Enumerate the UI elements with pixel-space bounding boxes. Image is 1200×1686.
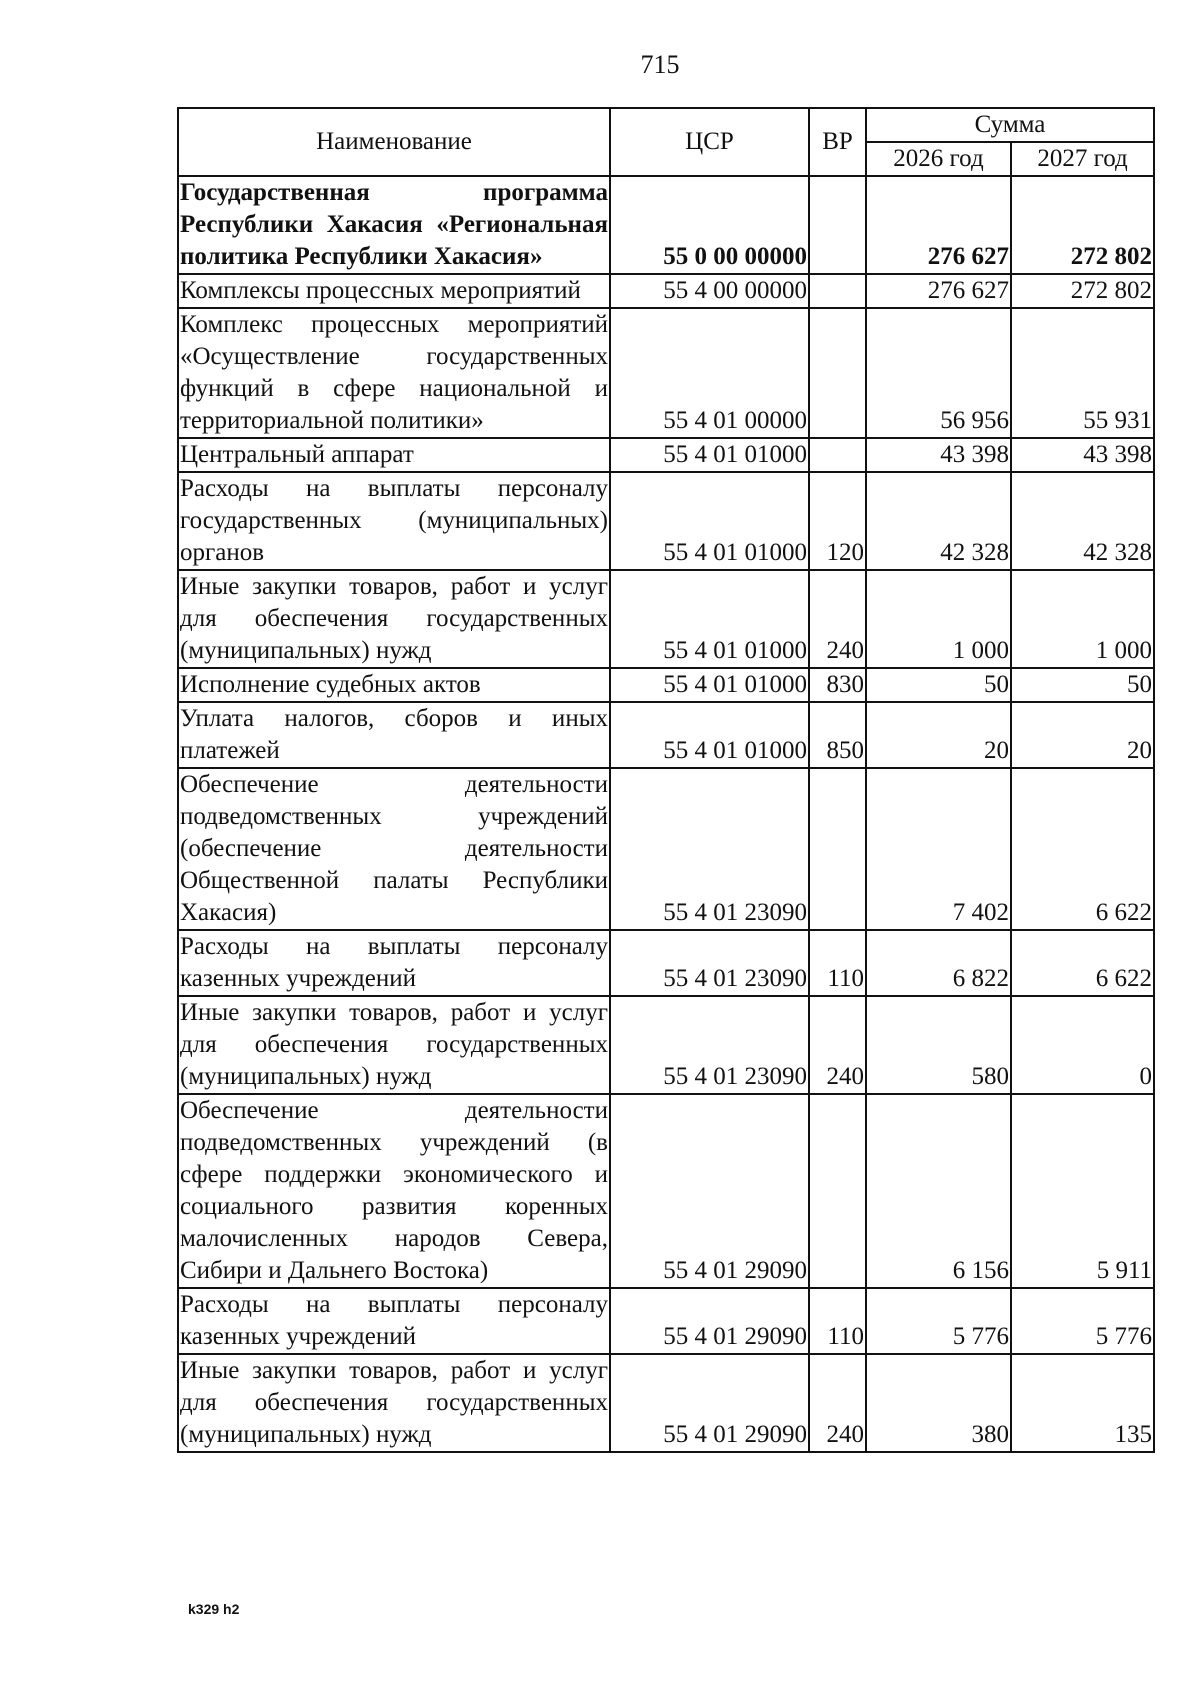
row-name: Обеспечение деятельности подведомственных учреждений (обеспечение деятельности Общественной палаты Республики Хакасия) bbox=[178, 768, 610, 930]
row-csr: 55 4 01 01000 bbox=[610, 472, 809, 570]
header-row-top bbox=[178, 108, 1154, 142]
table-row bbox=[178, 570, 1154, 668]
row-vr: 110 bbox=[809, 930, 866, 996]
row-csr: 55 4 01 01000 bbox=[610, 438, 809, 472]
table-row bbox=[178, 930, 1154, 996]
row-amount-2026: 6 822 bbox=[866, 930, 1011, 996]
header-year-2026: 2026 год bbox=[866, 142, 1011, 176]
page-number: 715 bbox=[640, 50, 680, 79]
header-csr: ЦСР bbox=[610, 108, 809, 176]
table-row bbox=[178, 702, 1154, 768]
row-amount-2027: 42 328 bbox=[1011, 472, 1154, 570]
row-vr: 120 bbox=[809, 472, 866, 570]
table-row bbox=[178, 668, 1154, 702]
table-row bbox=[178, 996, 1154, 1094]
header-vr: ВР bbox=[809, 108, 866, 176]
table-row bbox=[178, 768, 1154, 930]
budget-table bbox=[177, 107, 1155, 1453]
row-csr: 55 0 00 00000 bbox=[610, 176, 809, 274]
row-vr bbox=[809, 176, 866, 274]
row-amount-2027: 43 398 bbox=[1011, 438, 1154, 472]
header-sum: Сумма bbox=[866, 108, 1154, 142]
table-row bbox=[178, 308, 1154, 438]
row-amount-2026: 56 956 bbox=[866, 308, 1011, 438]
row-csr: 55 4 01 01000 bbox=[610, 668, 809, 702]
row-vr bbox=[809, 274, 866, 308]
row-amount-2026: 5 776 bbox=[866, 1288, 1011, 1354]
row-amount-2026: 43 398 bbox=[866, 438, 1011, 472]
row-name: Обеспечение деятельности подведомственных учреждений (в сфере поддержки экономического и социального развития коренных малочисленных народов Севера, Сибири и Дальнего Востока) bbox=[178, 1094, 610, 1288]
row-name: Центральный аппарат bbox=[178, 438, 610, 472]
row-vr: 110 bbox=[809, 1288, 866, 1354]
row-csr: 55 4 01 23090 bbox=[610, 930, 809, 996]
row-amount-2027: 1 000 bbox=[1011, 570, 1154, 668]
row-vr: 850 bbox=[809, 702, 866, 768]
row-amount-2027: 0 bbox=[1011, 996, 1154, 1094]
row-csr: 55 4 01 01000 bbox=[610, 570, 809, 668]
row-name: Расходы на выплаты персоналу государственных (муниципальных) органов bbox=[178, 472, 610, 570]
row-csr: 55 4 01 29090 bbox=[610, 1288, 809, 1354]
row-name: Иные закупки товаров, работ и услуг для обеспечения государственных (муниципальных) нужд bbox=[178, 1354, 610, 1452]
row-amount-2027: 5 911 bbox=[1011, 1094, 1154, 1288]
row-name: Расходы на выплаты персоналу казенных учреждений bbox=[178, 930, 610, 996]
row-amount-2027: 50 bbox=[1011, 668, 1154, 702]
table-row bbox=[178, 1354, 1154, 1452]
row-vr: 240 bbox=[809, 1354, 866, 1452]
table-body bbox=[178, 176, 1154, 1452]
row-name: Расходы на выплаты персоналу казенных учреждений bbox=[178, 1288, 610, 1354]
row-amount-2026: 6 156 bbox=[866, 1094, 1011, 1288]
header-name: Наименование bbox=[178, 108, 610, 176]
row-name: Уплата налогов, сборов и иных платежей bbox=[178, 702, 610, 768]
table-row bbox=[178, 472, 1154, 570]
row-amount-2026: 42 328 bbox=[866, 472, 1011, 570]
table-row bbox=[178, 438, 1154, 472]
row-csr: 55 4 00 00000 bbox=[610, 274, 809, 308]
row-csr: 55 4 01 29090 bbox=[610, 1354, 809, 1452]
table-row bbox=[178, 1288, 1154, 1354]
row-amount-2026: 276 627 bbox=[866, 274, 1011, 308]
row-amount-2026: 50 bbox=[866, 668, 1011, 702]
header-year-2027: 2027 год bbox=[1011, 142, 1154, 176]
row-vr bbox=[809, 768, 866, 930]
row-vr bbox=[809, 1094, 866, 1288]
row-amount-2026: 580 bbox=[866, 996, 1011, 1094]
row-name: Комплекс процессных мероприятий «Осуществление государственных функций в сфере национальной и территориальной политики» bbox=[178, 308, 610, 438]
row-vr: 240 bbox=[809, 570, 866, 668]
row-amount-2026: 276 627 bbox=[866, 176, 1011, 274]
table-row bbox=[178, 176, 1154, 274]
row-amount-2027: 20 bbox=[1011, 702, 1154, 768]
row-amount-2027: 135 bbox=[1011, 1354, 1154, 1452]
row-amount-2027: 5 776 bbox=[1011, 1288, 1154, 1354]
row-amount-2027: 272 802 bbox=[1011, 176, 1154, 274]
row-vr bbox=[809, 308, 866, 438]
row-amount-2026: 20 bbox=[866, 702, 1011, 768]
row-amount-2026: 380 bbox=[866, 1354, 1011, 1452]
row-amount-2026: 1 000 bbox=[866, 570, 1011, 668]
row-vr: 240 bbox=[809, 996, 866, 1094]
row-csr: 55 4 01 23090 bbox=[610, 768, 809, 930]
row-vr bbox=[809, 438, 866, 472]
row-amount-2027: 6 622 bbox=[1011, 768, 1154, 930]
row-amount-2027: 55 931 bbox=[1011, 308, 1154, 438]
row-vr: 830 bbox=[809, 668, 866, 702]
table-row bbox=[178, 1094, 1154, 1288]
row-amount-2027: 272 802 bbox=[1011, 274, 1154, 308]
row-name: Исполнение судебных актов bbox=[178, 668, 610, 702]
footer-code: k329 h2 bbox=[188, 1601, 240, 1617]
row-csr: 55 4 01 01000 bbox=[610, 702, 809, 768]
row-csr: 55 4 01 00000 bbox=[610, 308, 809, 438]
table-row bbox=[178, 274, 1154, 308]
row-name: Иные закупки товаров, работ и услуг для обеспечения государственных (муниципальных) нужд bbox=[178, 996, 610, 1094]
row-csr: 55 4 01 29090 bbox=[610, 1094, 809, 1288]
row-amount-2027: 6 622 bbox=[1011, 930, 1154, 996]
row-amount-2026: 7 402 bbox=[866, 768, 1011, 930]
row-csr: 55 4 01 23090 bbox=[610, 996, 809, 1094]
row-name: Иные закупки товаров, работ и услуг для обеспечения государственных (муниципальных) нужд bbox=[178, 570, 610, 668]
row-name: Комплексы процессных мероприятий bbox=[178, 274, 610, 308]
row-name: Государственная программа Республики Хакасия «Региональная политика Республики Хакасия» bbox=[178, 176, 610, 274]
